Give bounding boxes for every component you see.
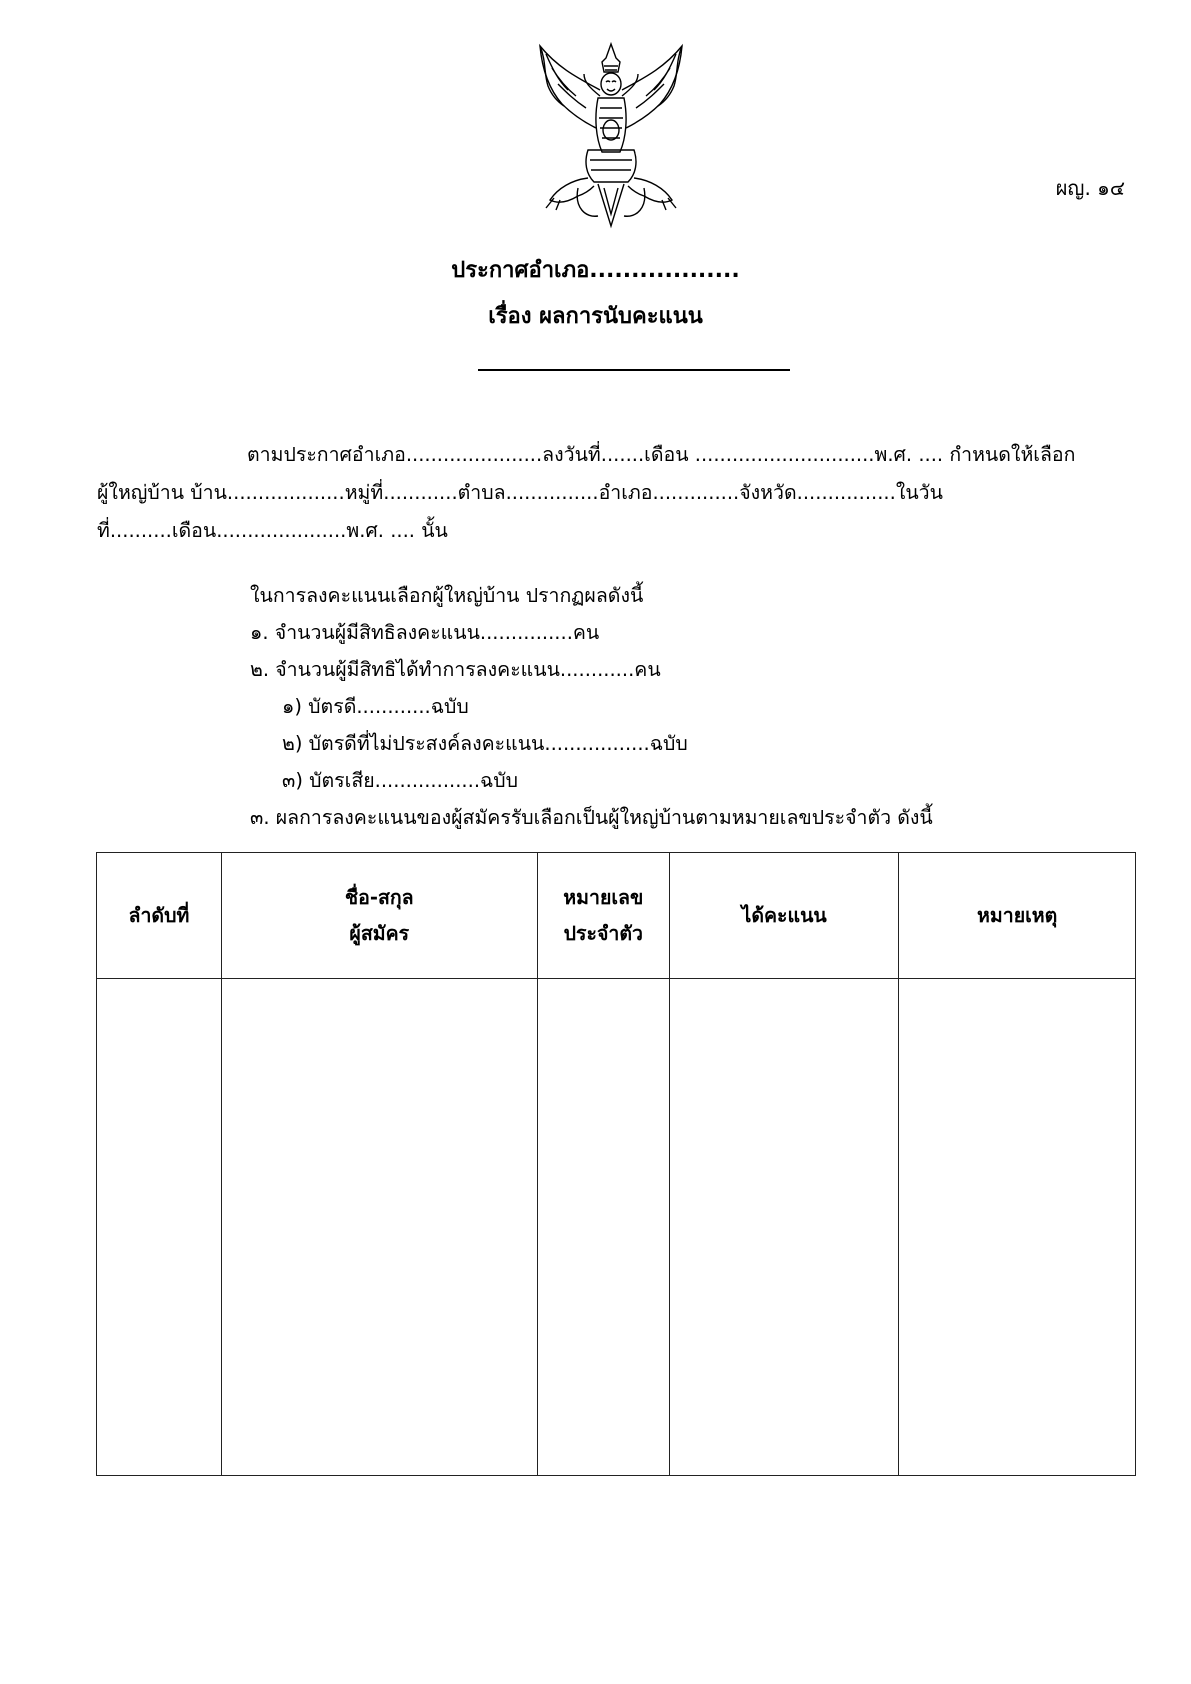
table-header-row <box>97 853 1136 979</box>
item-candidate-results: ๓. ผลการลงคะแนนของผู้สมัครรับเลือกเป็นผู้ใหญ่บ้านตามหมายเลขประจำตัว ดังนี้ <box>250 806 933 829</box>
table-row <box>97 979 1136 1476</box>
col-candidate-name: ชื่อ-สกุล ผู้สมัคร <box>221 853 537 979</box>
announcement-title: ประกาศอำเภอ.................. <box>451 258 740 283</box>
col-candidate-number: หมายเลข ประจำตัว <box>537 853 669 979</box>
results-table <box>96 852 1136 1476</box>
form-code: ผญ. ๑๔ <box>1055 176 1125 200</box>
cell-remarks <box>899 979 1136 1476</box>
col-votes: ได้คะแนน <box>669 853 898 979</box>
intro-text: ตามประกาศอำเภอ......................ลงวันที่.......เดือน .............................พ.ศ. .... กำหนดให้เลือกผู้ใหญ่บ้าน บ้าน...................หมู่ที่............ตำบล...............อำเภอ..............จังหวัด................ในวันที่..........เดือน.....................พ.ศ. .... นั้น <box>97 443 1076 542</box>
intro-paragraph <box>97 436 1117 550</box>
announcement-subject: เรื่อง ผลการนับคะแนน <box>488 304 703 329</box>
item-no-vote-ballots: ๒) บัตรดีที่ไม่ประสงค์ลงคะแนน.................ฉบับ <box>282 732 688 755</box>
item-good-ballots: ๑) บัตรดี............ฉบับ <box>282 695 469 718</box>
cell-votes <box>669 979 898 1476</box>
results-intro: ในการลงคะแนนเลือกผู้ใหญ่บ้าน ปรากฏผลดังนี้ <box>250 584 644 607</box>
col-remarks: หมายเหตุ <box>899 853 1136 979</box>
col-order: ลำดับที่ <box>97 853 222 979</box>
item-spoiled-ballots: ๓) บัตรเสีย.................ฉบับ <box>282 769 519 792</box>
cell-candidate-number <box>537 979 669 1476</box>
title-underline <box>478 369 790 371</box>
garuda-emblem-icon <box>528 38 694 230</box>
cell-candidate-name <box>221 979 537 1476</box>
item-eligible-voters: ๑. จำนวนผู้มีสิทธิลงคะแนน...............คน <box>250 621 600 644</box>
item-voters-cast: ๒. จำนวนผู้มีสิทธิได้ทำการลงคะแนน............คน <box>250 658 661 681</box>
cell-order <box>97 979 222 1476</box>
